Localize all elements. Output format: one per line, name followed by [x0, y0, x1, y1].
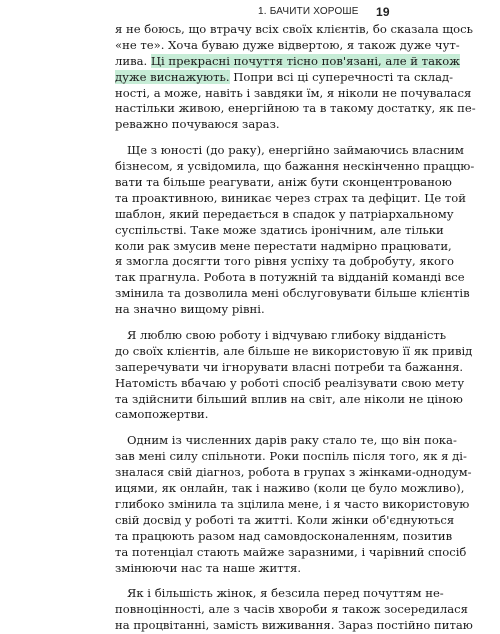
text-segment: так прагнула. Робота в потужній та відданій команді все [115, 270, 465, 285]
text-segment: Я люблю свою роботу і відчуваю глибоку відданість [127, 328, 447, 343]
text-segment: настільки живою, енергійною та в такому достатку, як пе- [115, 101, 476, 116]
text-line [115, 286, 470, 302]
text-segment: та здійснити більший вплив на світ, але ніколи не ціною [115, 391, 463, 406]
text-line [115, 53, 460, 70]
text-line [115, 359, 464, 376]
text-segment: змінила та дозволила мені обслуговувати більше клієнтів [115, 286, 470, 301]
paragraph [115, 433, 472, 576]
text-line [115, 602, 468, 618]
text-line [115, 254, 455, 270]
paragraph [115, 143, 475, 318]
text-line [115, 449, 467, 465]
text-line [115, 465, 472, 481]
text-segment: Натомість вбачаю у роботі спосіб реалізувати свою мету [115, 375, 465, 390]
text-segment: повноцінності, але з часів хвороби я також зосередилася [115, 602, 468, 617]
text-segment: заперечувати чи ігнорувати власні потреби та бажання. [115, 359, 464, 374]
text-line [115, 343, 473, 360]
text-line [115, 586, 444, 602]
text-segment: свій досвід у роботі та житті. Коли жінки об'єднуються [115, 512, 455, 527]
highlighted-text: Ці прекрасні почуття тісно пов'язані, але й також [150, 53, 460, 68]
page-number: 19 [376, 5, 390, 19]
text-line [115, 496, 470, 513]
text-line [115, 117, 389, 133]
paragraph [115, 22, 476, 133]
text-segment: та працюють разом над самовдосконаленням, позитив [115, 528, 453, 543]
text-segment: бізнесом, я усвідомила, що бажання нескінченно праццю- [115, 159, 475, 174]
text-line [115, 302, 389, 318]
text-segment: до своїх клієнтів, але більше не використовую її як привід [115, 343, 473, 358]
text-segment: зналася свій діагноз, робота в групах з жінками-однодум- [115, 465, 472, 480]
text-line [115, 528, 453, 545]
text-segment: суспільстві. Таке може здатись іронічним, але тільки [115, 222, 444, 237]
text-segment: на значно вищому рівні. [115, 302, 265, 317]
text-segment: реважно почуваюся зараз. [115, 117, 280, 132]
text-line [115, 101, 476, 117]
text-line [115, 481, 465, 497]
text-line [115, 328, 447, 344]
text-line [115, 190, 467, 207]
text-line [115, 391, 463, 408]
text-segment: коли рак змусив мене перестати надмірно працювати, [115, 238, 452, 253]
text-segment: ності, а може, навіть і завдяки їм, я ніколи не почувалася [115, 85, 472, 100]
text-segment: самопожертви. [115, 407, 209, 422]
text-segment: та потенціал стають майже заразними, і чарівний спосіб [115, 544, 467, 559]
highlighted-text: дуже виснажують. [115, 69, 230, 84]
text-line [115, 22, 473, 38]
text-line [115, 270, 465, 286]
running-head [0, 6, 500, 20]
text-segment: Ще з юності (до раку), енергійно займаючись власним [127, 143, 464, 158]
text-segment: Як і більшість жінок, я безсила перед почуттям не- [127, 586, 444, 601]
text-line [115, 618, 473, 634]
text-line [115, 433, 457, 449]
paragraph [115, 586, 473, 634]
text-segment: «не те». Хоча буваю дуже відвертою, я також дуже чут- [115, 37, 460, 52]
text-segment: Попри всі ці суперечності та склад- [229, 69, 454, 84]
text-segment: шаблон, який передається в спадок у патріархальному [115, 206, 454, 221]
text-line [115, 175, 452, 191]
text-line [115, 238, 452, 255]
body-text [115, 22, 476, 634]
text-segment: ицями, як онлайн, так і наживо (коли це було можливо), [115, 481, 465, 496]
text-line [115, 206, 454, 223]
text-line [115, 544, 467, 561]
text-segment: зав мені силу спільноти. Роки поспіль після того, як я ді- [115, 449, 467, 464]
text-line [115, 407, 389, 423]
text-line [115, 69, 454, 86]
text-line [115, 85, 472, 102]
text-line [115, 143, 464, 159]
text-segment: та проактивною, виникає через страх та дефіцит. Це той [115, 190, 467, 205]
text-line [115, 512, 455, 529]
text-line [115, 37, 460, 54]
text-segment: вати та більше реагувати, аніж бути сконцентрованою [115, 175, 452, 190]
text-segment: змінюючи нас та наше життя. [115, 560, 302, 575]
chapter-title: 1. БАЧИТИ ХОРОШЕ [258, 6, 359, 17]
text-segment: на процвітанні, замість виживання. Зараз постійно питаю [115, 618, 473, 633]
text-segment: глибоко змінила та зцілила мене, і я часто використовую [115, 496, 470, 511]
text-segment: Одним із численних дарів раку стало те, що він пока- [127, 433, 457, 448]
text-segment: лива. [115, 53, 151, 68]
paragraph [115, 328, 473, 423]
text-line [115, 561, 389, 577]
text-line [115, 375, 465, 392]
text-segment: я змогла досягти того рівня успіху та добробуту, якого [115, 254, 455, 269]
text-line [115, 159, 475, 175]
text-segment: я не боюсь, що втрачу всіх своїх клієнтів, бо сказала щось [115, 22, 473, 36]
text-line [115, 222, 444, 239]
